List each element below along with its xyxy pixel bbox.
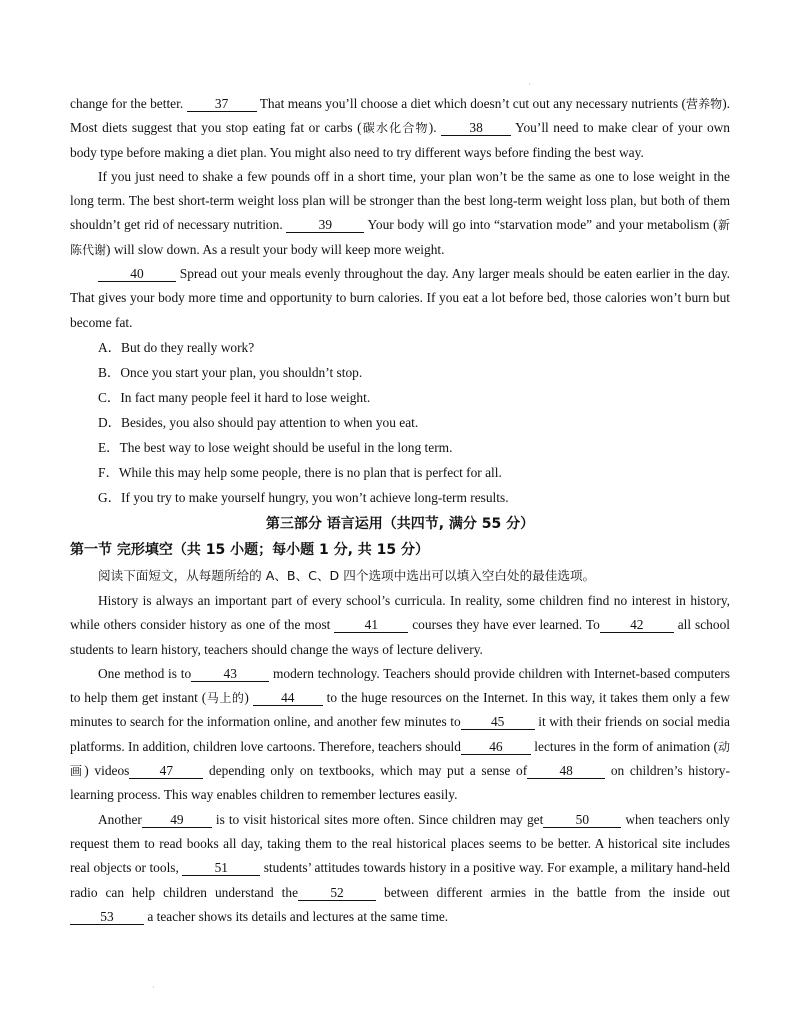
blank-40[interactable]: 40 (98, 266, 176, 282)
option-b: B．Once you start your plan, you shouldn’t stop. (98, 364, 363, 380)
instruction-text: 阅读下面短文，从每题所给的 A、B、C、D 四个选项中选出可以填入空白处的最佳选项。 (98, 567, 596, 583)
blank-42[interactable]: 42 (600, 617, 674, 633)
blank-39[interactable]: 39 (286, 217, 364, 233)
blank-38[interactable]: 38 (441, 120, 511, 136)
blank-43[interactable]: 43 (191, 666, 269, 682)
blank-49[interactable]: 49 (142, 812, 212, 828)
exam-page (70, 92, 730, 929)
option-d: D．Besides, you also should pay attention to when you eat. (98, 414, 419, 430)
subsection-title: 第一节 完形填空（共 15 小题；每小题 1 分, 共 15 分） (70, 541, 430, 558)
option-f: F．While this may help some people, there is no plan that is perfect for all. (98, 464, 502, 480)
passage-paragraph-3: 40 Spread out your meals evenly throughout the day. Any larger meals should be eaten earlier in the day. That gives your body more time and opportunity to burn calories. If you eat a lot before bed, those calories won’t burn but become fat. (70, 266, 730, 330)
scan-dot: · (528, 80, 531, 89)
option-a: A．But do they really work? (98, 339, 255, 355)
option-list (70, 335, 730, 510)
option-c: C．In fact many people feel it hard to lose weight. (98, 389, 371, 405)
passage-paragraph-1: change for the better. 37 That means you’ll choose a diet which doesn’t cut out any necessary nutrients (营养物). Most diets suggest that you stop eating fat or carbs (碳水化合物). 38 You’ll need to make clear of your own body type before making a diet plan. You might also need to try different ways before finding the best way. (70, 96, 731, 160)
blank-41[interactable]: 41 (334, 617, 408, 633)
passage-paragraph-4: History is always an important part of every school’s curricula. In reality, some children find no interest in history, while others consider history as one of the most 41 courses they have ever learned. To 42 all school students to learn history, teachers should change the ways of lecture delivery. (70, 592, 730, 657)
passage-paragraph-5: One method is to 43 modern technology. Teachers should provide children with Internet-based computers to help them get instant (马上的) 44 to the huge resources on the Internet. In this way, it takes them only a few minutes to search for the information online, and another few minutes to 45 it with their friends on social media platforms. In addition, children love cartoons. Therefore, teachers should 46 lectures in the form of animation (动画) videos 47 depending only on textbooks, which may put a sense of 48 on children’s history-learning process. This way enables children to remember lectures easily. (70, 665, 730, 803)
section-title: 第三部分 语言运用（共四节, 满分 55 分） (265, 515, 535, 532)
blank-47[interactable]: 47 (129, 763, 203, 779)
blank-50[interactable]: 50 (543, 812, 621, 828)
option-g: G．If you try to make yourself hungry, you won’t achieve long-term results. (98, 489, 509, 505)
blank-45[interactable]: 45 (461, 714, 535, 730)
blank-53[interactable]: 53 (70, 909, 144, 925)
scan-dot: · (152, 983, 155, 992)
blank-51[interactable]: 51 (182, 860, 260, 876)
blank-52[interactable]: 52 (298, 885, 376, 901)
option-e: E．The best way to lose weight should be useful in the long term. (98, 439, 453, 455)
passage-paragraph-2: If you just need to shake a few pounds off in a short time, your plan won’t be the same as one to lose weight in the long term. The best short-term weight loss plan will be stronger than the best long-term weight loss plan, but both of them shouldn’t get rid of necessary nutrition. 39 Your body will go into “starvation mode” and your metabolism (新陈代谢) will slow down. As a result your body will keep more weight. (70, 168, 730, 257)
blank-44[interactable]: 44 (253, 690, 323, 706)
passage-paragraph-6: Another 49 is to visit historical sites more often. Since children may get 50 when teachers only request them to read books all day, taking them to the real historical places seems to be better. A historical site includes real objects or tools, 51 students’ attitudes towards history in a positive way. For example, a military hand-held radio can help children understand the 52 between different armies in the battle from the inside out53 a teacher shows its details and lectures at the same time. (70, 811, 731, 924)
blank-37[interactable]: 37 (187, 96, 257, 112)
blank-48[interactable]: 48 (527, 763, 605, 779)
blank-46[interactable]: 46 (461, 739, 531, 755)
